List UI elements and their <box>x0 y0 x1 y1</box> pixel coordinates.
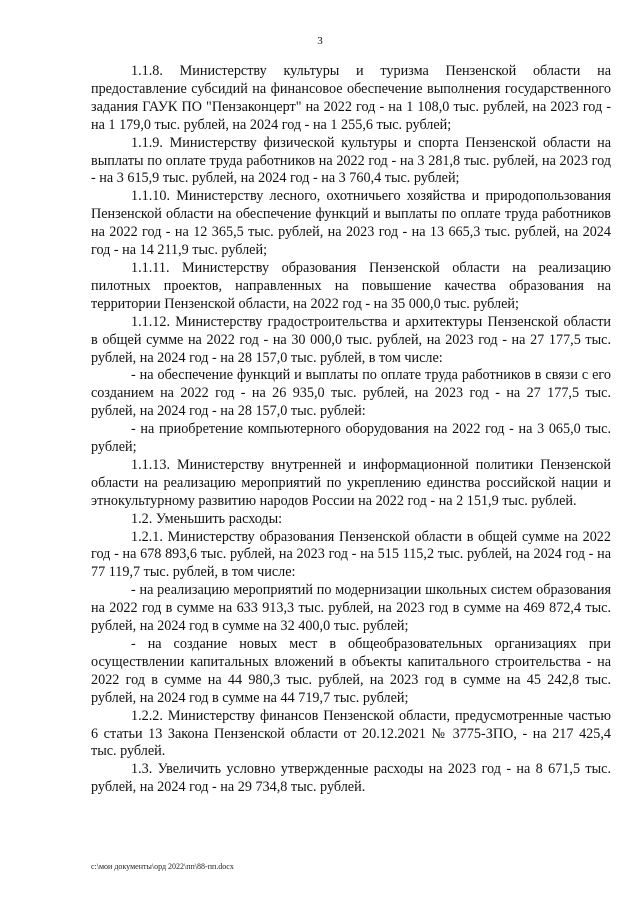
paragraph-1-1-8: 1.1.8. Министерству культуры и туризма Пензенской области на предоставление субсидий на финансовое обеспечение выполнения государственного задания ГАУК ПО "Пензаконцерт" на 2022 год - на 1 108,0 тыс. рублей, на 2023 год - на 1 179,0 тыс. рублей, на 2024 год - на 1 255,6 тыс. рублей; <box>91 63 611 133</box>
paragraph-1-2: 1.2. Уменьшить расходы: <box>131 510 283 527</box>
paragraph-1-1-12: 1.1.12. Министерству градостроительства и архитектуры Пензенской области в общей сумме на 2022 год - на 30 000,0 тыс. рублей, на 2023 год - на 27 177,5 тыс. рублей, на 2024 год - на 28 157,0 тыс. рублей, в том числе: <box>91 313 611 366</box>
paragraph-1-3: 1.3. Увеличить условно утвержденные расходы на 2023 год - на 8 671,5 тыс. рублей, на 2024 год - на 29 734,8 тыс. рублей. <box>91 761 611 796</box>
paragraph-1-1-12-item-1: - на обеспечение функций и выплаты по оплате труда работников в связи с его созданием на 2022 год - на 26 935,0 тыс. рублей, на 2023 год - на 27 177,5 тыс. рублей, на 2024 год - на 28 157,0 тыс. рублей: <box>91 367 611 420</box>
paragraph-1-1-9: 1.1.9. Министерству физической культуры и спорта Пензенской области на выплаты по оплате труда работников на 2022 год - на 3 281,8 тыс. рублей, на 2023 год - на 3 615,9 тыс. рублей, на 2024 год - на 3 760,4 тыс. рублей; <box>91 134 611 187</box>
paragraph-1-1-13: 1.1.13. Министерству внутренней и информационной политики Пензенской области на реализацию мероприятий по укреплению единства российской нации и этнокультурному развитию народов России на 2022 год - на 2 151,9 тыс. рублей. <box>91 456 611 509</box>
paragraph-1-1-10: 1.1.10. Министерству лесного, охотничьего хозяйства и природопользования Пензенской области на обеспечение функций и выплаты по оплате труда работников на 2022 год - на 12 365,5 тыс. рублей, на 2023 год - на 13 665,3 тыс. рублей, на 2024 год - на 14 211,9 тыс. рублей; <box>91 188 611 259</box>
footer-file-path: c:\мои документы\орд 2022\пп\88-пп.docx <box>91 862 234 871</box>
paragraph-1-2-1: 1.2.1. Министерству образования Пензенской области в общей сумме на 2022 год - на 678 893,6 тыс. рублей, на 2023 год - на 515 115,2 тыс. рублей, на 2024 год - на 77 119,7 тыс. рублей, в том числе: <box>91 528 611 581</box>
paragraph-1-1-11: 1.1.11. Министерству образования Пензенской области на реализацию пилотных проектов, направленных на повышение качества образования на территории Пензенской области, на 2022 год - на 35 000,0 тыс. рублей; <box>91 259 611 312</box>
paragraph-1-1-12-item-2: - на приобретение компьютерного оборудования на 2022 год - на 3 065,0 тыс. рублей; <box>91 421 611 456</box>
document-body <box>91 63 611 797</box>
paragraph-1-2-2: 1.2.2. Министерству финансов Пензенской области, предусмотренные частью 6 статьи 13 Закона Пензенской области от 20.12.2021 № 3775-ЗПО, - на 217 425,4 тыс. рублей. <box>91 707 611 760</box>
paragraph-1-2-1-item-2: - на создание новых мест в общеобразовательных организациях при осуществлении капитальных вложений в объекты капитального строительства - на 2022 год в сумме на 44 980,3 тыс. рублей, на 2023 год в сумме на 45 242,8 тыс. рублей, на 2024 год в сумме на 44 719,7 тыс. рублей; <box>91 636 611 706</box>
paragraph-1-2-1-item-1: - на реализацию мероприятий по модернизации школьных систем образования на 2022 год в сумме на 633 913,3 тыс. рублей, на 2023 год в сумме на 469 872,4 тыс. рублей, на 2024 год в сумме на 32 400,0 тыс. рублей; <box>91 582 611 635</box>
page-number: 3 <box>317 35 323 47</box>
